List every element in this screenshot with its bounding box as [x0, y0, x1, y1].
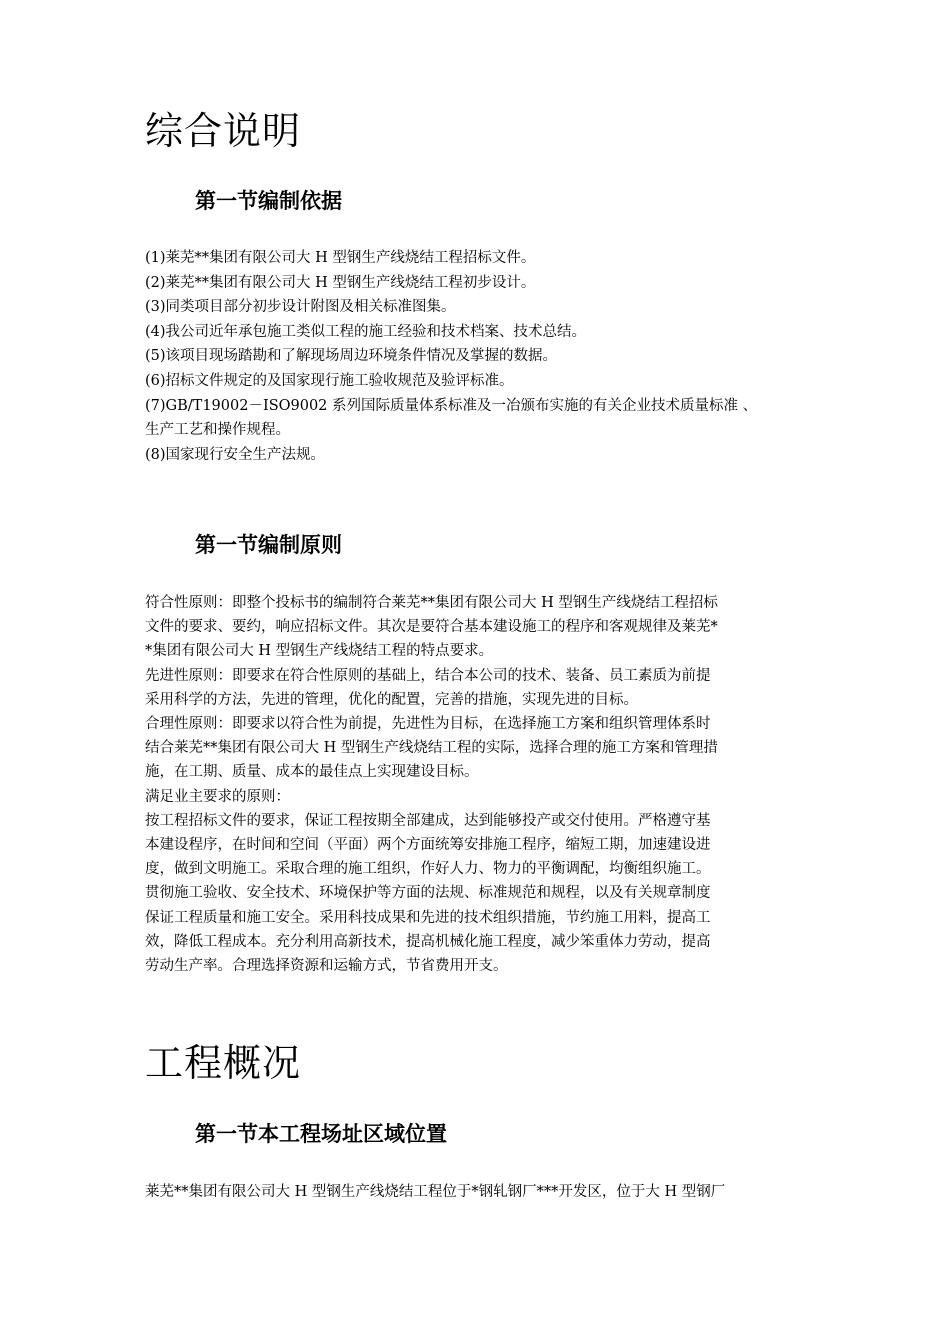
heading-site-location: 第一节本工程场址区域位置 [195, 1121, 447, 1146]
location-line: 莱芜**集团有限公司大 H 型钢生产线烧结工程位于*钢轧钢厂***开发区，位于大 H 型钢厂 [145, 1184, 726, 1200]
principles-line: 劳动生产率。合理选择资源和运输方式，节省费用开支。 [145, 958, 508, 975]
principles-line: 贯彻施工验收、安全技术、环境保护等方面的法规、标准规范和规程，以及有关规章制度 [145, 885, 711, 902]
principles-line: 按工程招标文件的要求，保证工程按期全部建成，达到能够投产或交付使用。严格遵守基 [145, 812, 711, 829]
principles-line: 符合性原则：即整个投标书的编制符合莱芜**集团有限公司大 H 型钢生产线烧结工程招标 [145, 595, 718, 611]
section-title-general: 综合说明 [145, 109, 302, 153]
principles-line: 效，降低工程成本。充分利用高新技术，提高机械化施工程度，减少笨重体力劳动，提高 [145, 933, 711, 950]
basis-item: (8)国家现行安全生产法规。 [145, 446, 326, 463]
basis-item: (3)同类项目部分初步设计附图及相关标准图集。 [145, 299, 456, 316]
principles-line: 先进性原则：即要求在符合性原则的基础上，结合本公司的技术、装备、员工素质为前提 [145, 667, 711, 684]
principles-line: 本建设程序，在时间和空间（平面）两个方面统筹安排施工程序，缩短工期，加速建设进 [145, 837, 711, 854]
basis-item: (6)招标文件规定的及国家现行施工验收规范及验评标准。 [145, 372, 514, 389]
principles-line: 文件的要求、要约，响应招标文件。其次是要符合基本建设施工的程序和客观规律及莱芜* [145, 619, 718, 636]
heading-compilation-principles: 第一节编制原则 [195, 532, 342, 557]
principles-line: *集团有限公司大 H 型钢生产线烧结工程的特点要求。 [145, 643, 494, 660]
basis-item: (1)莱芜**集团有限公司大 H 型钢生产线烧结工程招标文件。 [145, 250, 536, 266]
basis-item: (7)GB/T19002－ISO9002 系列国际质量体系标准及一冶颁布实施的有关企业技术质量标准 、 [145, 397, 758, 414]
principles-line: 满足业主要求的原则： [145, 788, 290, 805]
principles-line: 保证工程质量和施工安全。采用科技成果和先进的技术组织措施，节约施工用料，提高工 [145, 909, 711, 926]
basis-item: 生产工艺和操作规程。 [145, 422, 290, 439]
principles-line: 结合莱芜**集团有限公司大 H 型钢生产线烧结工程的实际，选择合理的施工方案和管理措 [145, 740, 718, 757]
basis-item: (2)莱芜**集团有限公司大 H 型钢生产线烧结工程初步设计。 [145, 274, 536, 291]
section-title-overview: 工程概况 [145, 1041, 302, 1085]
principles-line: 度，做到文明施工。采取合理的施工组织，作好人力、物力的平衡调配，均衡组织施工。 [145, 861, 711, 878]
principles-line: 施，在工期、质量、成本的最佳点上实现建设目标。 [145, 764, 479, 781]
basis-item: (5)该项目现场踏勘和了解现场周边环境条件情况及掌握的数据。 [145, 348, 558, 365]
basis-item: (4)我公司近年承包施工类似工程的施工经验和技术档案、技术总结。 [145, 323, 587, 340]
location-text [145, 1180, 825, 1205]
principles-line: 合理性原则：即要求以符合性为前提，先进性为目标，在选择施工方案和组织管理体系时 [145, 716, 711, 733]
principles-line: 采用科学的方法，先进的管理，优化的配置，完善的措施，实现先进的目标。 [145, 691, 638, 708]
heading-compilation-basis: 第一节编制依据 [195, 188, 342, 213]
basis-list [145, 246, 825, 467]
principles-text [145, 591, 825, 978]
